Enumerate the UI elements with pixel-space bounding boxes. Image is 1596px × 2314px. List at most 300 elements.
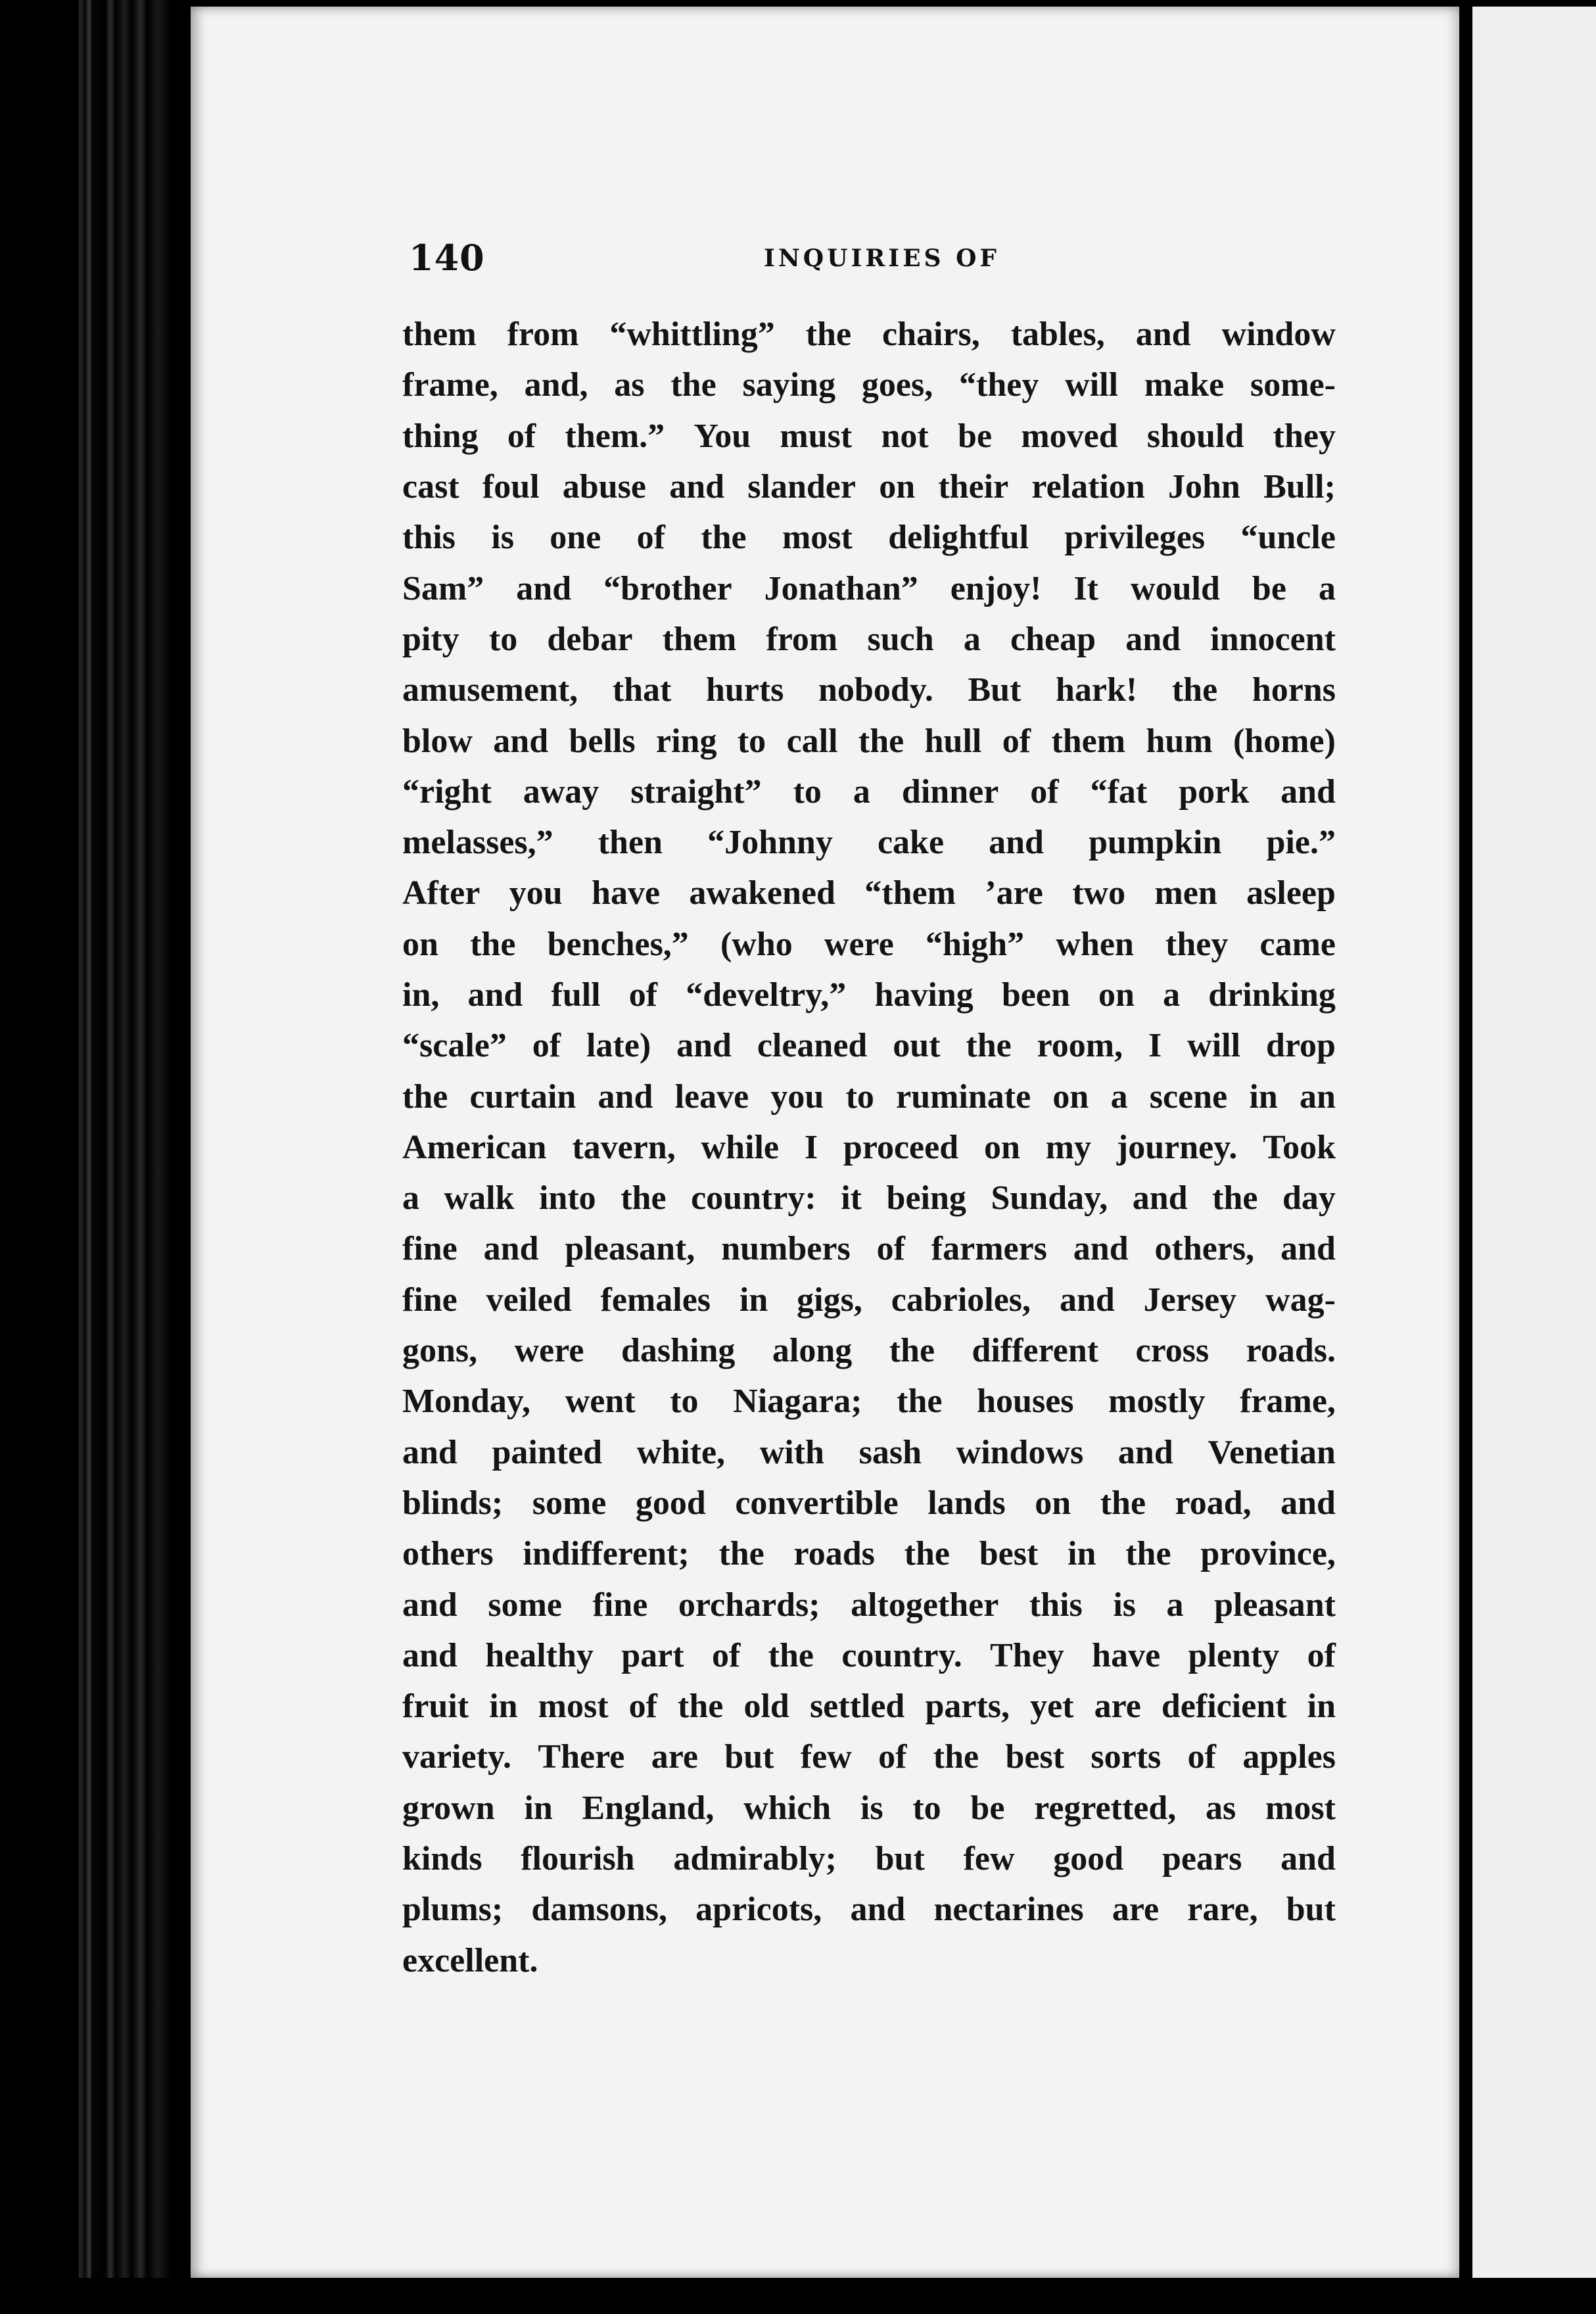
word: were <box>514 1332 584 1370</box>
word: lands <box>927 1484 1006 1522</box>
word: but <box>875 1840 925 1878</box>
text-line <box>402 1376 1336 1427</box>
word: part <box>621 1636 684 1674</box>
word: Niagara; <box>733 1382 862 1421</box>
word: tavern, <box>572 1128 676 1166</box>
word: others, <box>1154 1230 1255 1268</box>
word: a <box>853 772 870 811</box>
word: in, <box>402 976 440 1014</box>
text-line: excellent. <box>402 1941 538 1979</box>
word: are <box>1112 1891 1160 1929</box>
word: and <box>598 1077 653 1116</box>
word: and <box>1280 1840 1336 1878</box>
word: enjoy! <box>950 569 1042 607</box>
word: Sam” <box>402 569 484 607</box>
word: and, <box>524 366 588 404</box>
word: country. <box>841 1636 962 1674</box>
word: and <box>1117 1433 1173 1471</box>
word: should <box>1146 417 1244 455</box>
word: debar <box>547 620 633 658</box>
word: “they <box>959 366 1039 404</box>
word: dinner <box>901 772 999 811</box>
word: leave <box>674 1077 749 1116</box>
word: cake <box>877 824 945 862</box>
word: ring <box>656 722 717 760</box>
word: on <box>402 925 438 963</box>
word: blow <box>402 722 473 760</box>
word: came <box>1259 925 1336 963</box>
word: and <box>1125 620 1181 658</box>
word: scene <box>1149 1077 1228 1116</box>
word: of <box>628 1688 657 1726</box>
word: country: <box>691 1179 816 1217</box>
word: cross <box>1135 1332 1209 1370</box>
word: nobody. <box>818 671 933 709</box>
word: farmers <box>931 1230 1047 1268</box>
word: the <box>966 1027 1012 1065</box>
word: plenty <box>1188 1636 1280 1674</box>
word: different <box>972 1332 1099 1370</box>
word: room, <box>1037 1027 1123 1065</box>
word: as <box>1206 1789 1236 1827</box>
word: fine <box>402 1230 458 1268</box>
word: pleasant <box>1214 1586 1336 1624</box>
word: in <box>1068 1535 1096 1573</box>
scan-border <box>0 2278 1596 2314</box>
word: and <box>467 976 523 1014</box>
word: and <box>402 1636 458 1674</box>
word: melasses,” <box>402 824 553 862</box>
word: kinds <box>402 1840 482 1878</box>
word: drinking <box>1208 976 1336 1014</box>
word: and <box>850 1891 906 1929</box>
word: be <box>1252 569 1286 607</box>
word: moved <box>1021 417 1118 455</box>
word: were <box>824 925 894 963</box>
word: fine <box>592 1586 648 1624</box>
word: hum <box>1146 722 1213 760</box>
text-line <box>402 309 1336 360</box>
word: and <box>1280 1230 1336 1268</box>
word: from <box>766 620 838 658</box>
word: apricots, <box>695 1891 822 1929</box>
word: benches,” <box>547 925 689 963</box>
word: hark! <box>1056 671 1138 709</box>
book-edge <box>0 0 197 2314</box>
word: England, <box>582 1789 715 1827</box>
word: you <box>770 1077 824 1116</box>
word: But <box>968 671 1021 709</box>
word: good <box>635 1484 706 1522</box>
word: along <box>772 1332 853 1370</box>
word: in <box>489 1688 518 1726</box>
word: “brother <box>603 569 732 607</box>
word: be <box>970 1789 1005 1827</box>
word: delightful <box>888 519 1029 557</box>
word: pumpkin <box>1089 824 1222 862</box>
word: “develtry,” <box>686 976 847 1014</box>
text-line <box>402 1223 1336 1274</box>
text-line <box>402 817 1336 868</box>
word: foul <box>482 468 540 506</box>
word: a <box>963 620 981 658</box>
word: away <box>523 772 599 811</box>
word: gons, <box>402 1332 478 1370</box>
word: such <box>867 620 934 658</box>
running-head-title: INQUIRIES OF <box>764 245 1000 272</box>
facing-page-edge <box>1472 7 1596 2278</box>
word: few <box>800 1738 852 1776</box>
word: frame, <box>1240 1382 1336 1421</box>
word: be <box>958 417 993 455</box>
word: in <box>739 1281 768 1319</box>
running-head <box>409 237 1342 279</box>
word: them <box>1051 722 1126 760</box>
word: regretted, <box>1034 1789 1177 1827</box>
word: road, <box>1175 1484 1252 1522</box>
word: in <box>1307 1688 1336 1726</box>
word: abuse <box>562 468 646 506</box>
word: but <box>724 1738 774 1776</box>
word: you <box>509 874 563 912</box>
word: of <box>1187 1738 1216 1776</box>
word: an <box>1300 1077 1336 1116</box>
word: “scale” <box>402 1027 507 1065</box>
word: is <box>491 519 514 557</box>
word: out <box>893 1027 941 1065</box>
word: gigs, <box>797 1281 862 1319</box>
word: pork <box>1179 772 1250 811</box>
word: and <box>402 1433 458 1471</box>
word: yet <box>1030 1688 1074 1726</box>
word: journey. <box>1116 1128 1238 1166</box>
word: Jonathan” <box>764 569 918 607</box>
word: numbers <box>721 1230 851 1268</box>
word: in <box>524 1789 553 1827</box>
word: tables, <box>1010 316 1105 354</box>
word: plums; <box>402 1891 504 1929</box>
word: full <box>551 976 601 1014</box>
word: having <box>874 976 974 1014</box>
word: mostly <box>1108 1382 1206 1421</box>
word: they <box>1165 925 1229 963</box>
word: There <box>538 1738 625 1776</box>
word: settled <box>809 1688 905 1726</box>
text-line <box>402 868 1336 918</box>
word: been <box>1001 976 1070 1014</box>
word: dashing <box>621 1332 736 1370</box>
word: to <box>912 1789 941 1827</box>
text-line <box>402 512 1336 563</box>
word: men <box>1154 874 1217 912</box>
word: they <box>1273 417 1336 455</box>
text-line <box>402 1020 1336 1071</box>
word: a <box>1318 569 1336 607</box>
word: province, <box>1200 1535 1336 1573</box>
word: old <box>743 1688 789 1726</box>
word: of <box>507 417 536 455</box>
word: of <box>876 1230 905 1268</box>
word: pity <box>402 620 459 658</box>
text-line <box>402 1478 1336 1528</box>
word: (home) <box>1232 722 1336 760</box>
word: and <box>516 569 572 607</box>
word: fruit <box>402 1688 469 1726</box>
word: the <box>678 1688 724 1726</box>
word: thing <box>402 417 479 455</box>
word: the <box>904 1535 950 1573</box>
word: “Johnny <box>707 824 833 862</box>
word: walk <box>444 1179 515 1217</box>
word: fine <box>402 1281 458 1319</box>
word: would <box>1131 569 1220 607</box>
word: variety. <box>402 1738 512 1776</box>
word: goes, <box>861 366 933 404</box>
word: as <box>614 366 645 404</box>
word: of <box>1307 1636 1336 1674</box>
word: the <box>402 1077 448 1116</box>
word: pleasant, <box>565 1230 695 1268</box>
word: my <box>1045 1128 1092 1166</box>
word: frame, <box>402 366 498 404</box>
word: cast <box>402 468 459 506</box>
word: on <box>1035 1484 1071 1522</box>
word: but <box>1286 1891 1336 1929</box>
word: will <box>1187 1027 1241 1065</box>
word: the <box>1212 1179 1258 1217</box>
word: sash <box>858 1433 922 1471</box>
word: indifferent; <box>523 1535 690 1573</box>
text-line <box>402 1732 1336 1782</box>
text-line <box>402 767 1336 817</box>
word: of <box>1030 772 1059 811</box>
word: of <box>532 1027 561 1065</box>
word: the <box>1100 1484 1146 1522</box>
word: the <box>621 1179 667 1217</box>
word: and <box>493 722 549 760</box>
word: to <box>670 1382 699 1421</box>
word: veiled <box>486 1281 572 1319</box>
word: when <box>1056 925 1134 963</box>
word: this <box>1029 1586 1083 1624</box>
word: their <box>938 468 1009 506</box>
word: the <box>670 366 716 404</box>
word: Sunday, <box>991 1179 1108 1217</box>
text-line <box>402 360 1336 410</box>
word: asleep <box>1246 874 1336 912</box>
word: on <box>1098 976 1135 1014</box>
word: to <box>793 772 822 811</box>
word: best <box>1005 1738 1065 1776</box>
word: Jersey <box>1143 1281 1237 1319</box>
word: a <box>1166 1586 1184 1624</box>
word: in <box>1249 1077 1278 1116</box>
text-line <box>402 715 1336 766</box>
word: I <box>1148 1027 1162 1065</box>
word: them <box>402 316 477 354</box>
word: and <box>1280 772 1336 811</box>
word: drop <box>1265 1027 1336 1065</box>
text-line <box>402 1884 1336 1935</box>
word: houses <box>977 1382 1074 1421</box>
word: amusement, <box>402 671 578 709</box>
word: to <box>845 1077 874 1116</box>
word: innocent <box>1210 620 1336 658</box>
word: have <box>592 874 661 912</box>
word: call <box>786 722 838 760</box>
text-line <box>402 665 1336 715</box>
word: on <box>879 468 916 506</box>
word: will <box>1065 366 1119 404</box>
word: females <box>600 1281 711 1319</box>
word: and <box>1132 1179 1188 1217</box>
word: them.” <box>565 417 665 455</box>
word: the <box>470 925 516 963</box>
word: are <box>1094 1688 1141 1726</box>
word: the <box>897 1382 943 1421</box>
word: and <box>669 468 725 506</box>
word: Took <box>1263 1128 1336 1166</box>
word: to <box>488 620 518 658</box>
word: the <box>768 1636 814 1674</box>
word: while <box>701 1128 779 1166</box>
word: “high” <box>925 925 1025 963</box>
word: and <box>1135 316 1191 354</box>
word: which <box>743 1789 832 1827</box>
text-line <box>402 614 1336 665</box>
word: curtain <box>469 1077 576 1116</box>
text-line <box>402 919 1336 970</box>
word: hull <box>924 722 982 760</box>
word: cleaned <box>757 1027 868 1065</box>
word: blinds; <box>402 1484 504 1522</box>
word: nectarines <box>933 1891 1084 1929</box>
word: cheap <box>1010 620 1096 658</box>
word: being <box>886 1179 966 1217</box>
word: then <box>598 824 663 862</box>
text-line <box>402 1681 1336 1732</box>
word: with <box>759 1433 824 1471</box>
word: “whittling” <box>609 316 775 354</box>
word: good <box>1053 1840 1124 1878</box>
word: roads. <box>1246 1332 1336 1370</box>
text-line <box>402 1528 1336 1579</box>
word: the <box>933 1738 979 1776</box>
word: sorts <box>1091 1738 1162 1776</box>
word: and <box>1073 1230 1129 1268</box>
word: “them <box>864 874 956 912</box>
word: slander <box>747 468 856 506</box>
word: pears <box>1162 1840 1242 1878</box>
gutter-shadow <box>1459 0 1472 2314</box>
word: grown <box>402 1789 495 1827</box>
word: Monday, <box>402 1382 531 1421</box>
word: of <box>878 1738 907 1776</box>
word: and <box>483 1230 539 1268</box>
word: admirably; <box>673 1840 837 1878</box>
page-number: 140 <box>409 237 485 279</box>
text-line <box>402 1427 1336 1478</box>
word: wag- <box>1265 1281 1336 1319</box>
word: of <box>636 519 665 557</box>
word: a <box>1163 976 1181 1014</box>
word: and <box>989 824 1044 862</box>
word: the <box>805 316 852 354</box>
word: “right <box>402 772 492 811</box>
text-line <box>402 411 1336 461</box>
word: make <box>1144 366 1225 404</box>
word: is <box>860 1789 883 1827</box>
word: must <box>780 417 853 455</box>
word: After <box>402 874 481 912</box>
text-line <box>402 1630 1336 1681</box>
text-line <box>402 1173 1336 1223</box>
word: (who <box>720 925 793 963</box>
word: most <box>538 1688 609 1726</box>
word: convertible <box>735 1484 899 1522</box>
word: roads <box>793 1535 875 1573</box>
word: went <box>565 1382 636 1421</box>
word: late) <box>586 1027 651 1065</box>
word: relation <box>1031 468 1145 506</box>
word: on <box>1052 1077 1089 1116</box>
word: this <box>402 519 456 557</box>
word: from <box>507 316 579 354</box>
word: some <box>532 1484 607 1522</box>
word: the <box>718 1535 764 1573</box>
word: of <box>1002 722 1031 760</box>
word: damsons, <box>531 1891 667 1929</box>
word: Bull; <box>1263 468 1336 506</box>
text-line <box>402 1833 1336 1884</box>
text-line <box>402 563 1336 613</box>
word: Venetian <box>1208 1433 1336 1471</box>
word: and <box>1059 1281 1115 1319</box>
text-line <box>402 1783 1336 1833</box>
word: You <box>693 417 751 455</box>
word: rare, <box>1187 1891 1258 1929</box>
word: privileges <box>1064 519 1206 557</box>
word: on <box>983 1128 1020 1166</box>
word: others <box>402 1535 494 1573</box>
word: proceed <box>843 1128 959 1166</box>
word: the <box>1125 1535 1171 1573</box>
word: flourish <box>521 1840 635 1878</box>
word: chairs, <box>882 316 980 354</box>
word: to <box>737 722 766 760</box>
word: healthy <box>485 1636 594 1674</box>
word: painted <box>492 1433 603 1471</box>
word: it <box>841 1179 862 1217</box>
body-text <box>402 309 1336 1986</box>
word: most <box>1265 1789 1336 1827</box>
word: of <box>628 976 658 1014</box>
word: have <box>1092 1636 1161 1674</box>
text-line <box>402 1325 1336 1376</box>
word: not <box>881 417 929 455</box>
word: the <box>1171 671 1218 709</box>
word: deficient <box>1161 1688 1287 1726</box>
word: I <box>804 1128 818 1166</box>
word: pie.” <box>1266 824 1336 862</box>
word: “uncle <box>1240 519 1336 557</box>
word: one <box>550 519 601 557</box>
word: parts, <box>925 1688 1010 1726</box>
text-line <box>402 970 1336 1020</box>
word: of <box>711 1636 741 1674</box>
word: horns <box>1252 671 1336 709</box>
word: is <box>1113 1586 1136 1624</box>
